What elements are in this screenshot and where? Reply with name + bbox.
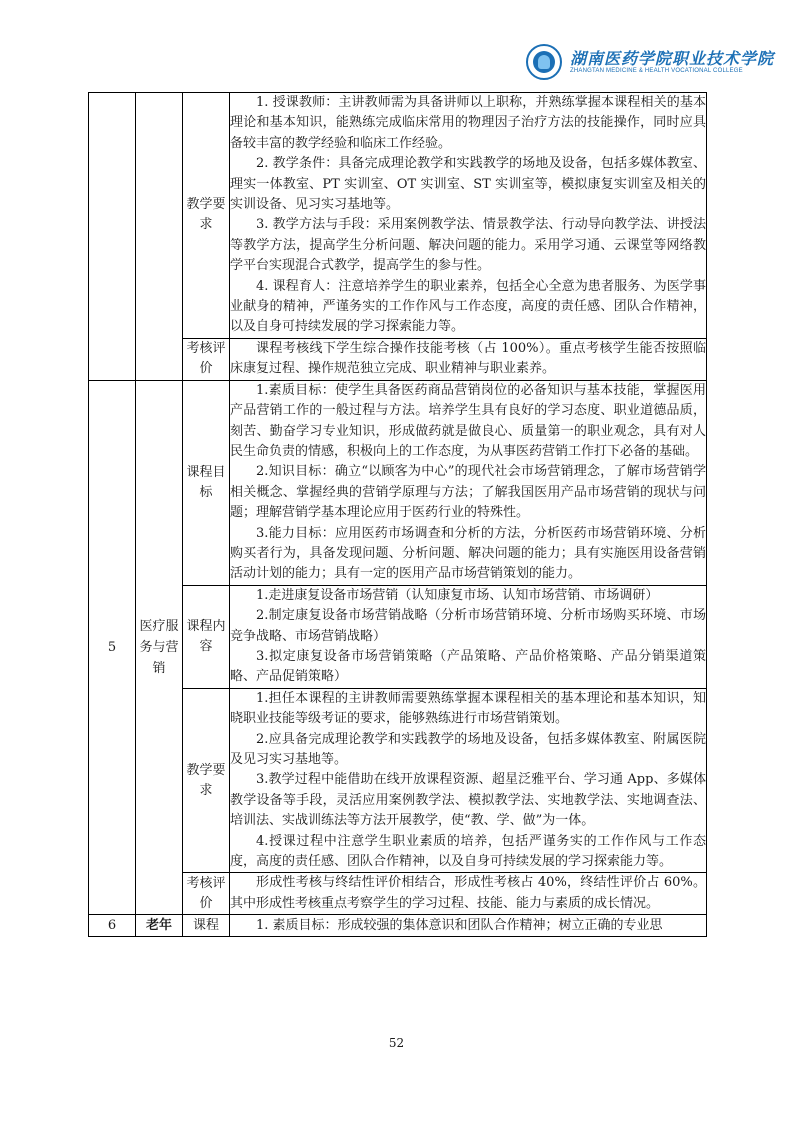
content-paragraph: 1.担任本课程的主讲教师需要熟练掌握本课程相关的基本理论和基本知识，知晓职业技能等级考证的要求，能够熟练进行市场营销策划。 — [230, 690, 706, 727]
course-number — [89, 93, 136, 381]
content-paragraph: 2.应具备完成理论教学和实践教学的场地及设备，包括多媒体教室、附属医院及见习实习基地等。 — [230, 731, 706, 767]
course-name: 医疗服务与营销 — [136, 380, 183, 915]
item-label: 课程内容 — [183, 585, 230, 688]
course-number: 5 — [89, 380, 136, 915]
item-content — [230, 688, 707, 873]
table-row — [89, 380, 707, 585]
curriculum-table — [88, 92, 707, 937]
item-content — [230, 380, 707, 585]
table-row — [89, 915, 707, 937]
school-emblem-icon — [526, 44, 562, 80]
content-paragraph: 1.走进康复设备市场营销（认知康复市场、认知市场营销、市场调研） — [256, 587, 659, 603]
item-content — [230, 338, 707, 380]
content-paragraph: 3.能力目标：应用医药市场调查和分析的方法，分析医药市场营销环境、分析购买者行为，具备发现问题、分析问题、解决问题的能力；具有实施医用设备营销活动计划的能力；具有一定的医用产品市场营销策划的能力。 — [230, 525, 706, 582]
item-content — [230, 915, 707, 937]
content-paragraph: 1. 授课教师：主讲教师需为具备讲师以上职称，并熟练掌握本课程相关的基本理论和基本知识，能熟练完成临床常用的物理因子治疗方法的技能操作，同时应具备较丰富的教学经验和临床工作经验。 — [230, 95, 706, 151]
curriculum-table-body — [89, 93, 707, 937]
item-label: 考核评价 — [183, 873, 230, 915]
content-paragraph: 形成性考核与终结性评价相结合，形成性考核占 40%，终结性评价占 60%。其中形成性考核重点考察学生的学习过程、技能、能力与素质的成长情况。 — [230, 875, 706, 911]
content-paragraph: 1. 素质目标：形成较强的集体意识和团队合作精神；树立正确的专业思 — [256, 917, 663, 933]
content-paragraph: 3.拟定康复设备市场营销策略（产品策略、产品价格策略、产品分销渠道策略、产品促销策略） — [230, 648, 706, 685]
course-name — [136, 93, 183, 381]
school-name-cn: 湖南医药学院职业技术学院 — [570, 49, 775, 68]
school-logo — [526, 44, 775, 84]
content-paragraph: 1.素质目标：使学生具备医药商品营销岗位的必备知识与基本技能，掌握医用产品营销工作的一般过程与方法。培养学生具有良好的学习态度、职业道德品质，刻苦、勤奋学习专业知识，形成做药就是做良心、质量第一的职业观念，具有对人民生命负责的情感，积极向上的工作态度，为从事医药营销工作打下必备的基础。 — [230, 382, 706, 459]
content-paragraph: 课程考核线下学生综合操作技能考核（占 100%）。重点考核学生能否按照临床康复过程、操作规范独立完成、职业精神与职业素养。 — [230, 340, 706, 377]
content-paragraph: 2. 教学条件：具备完成理论教学和实践教学的场地及设备，包括多媒体教室、理实一体教室、PT 实训室、OT 实训室、ST 实训室等，模拟康复实训室及相关的实训设备、见习实习基地等。 — [230, 156, 706, 213]
course-number: 6 — [89, 915, 136, 937]
content-paragraph: 2.知识目标：确立“以顾客为中心”的现代社会市场营销理念，了解市场营销学相关概念、掌握经典的营销学原理与方法；了解我国医用产品市场营销的现状与问题；理解营销学基本理论应用于医药行业的特殊性。 — [230, 464, 706, 521]
item-label: 考核评价 — [183, 338, 230, 380]
table-row — [89, 93, 707, 339]
item-label: 教学要求 — [183, 688, 230, 873]
item-label: 教学要求 — [183, 93, 230, 339]
item-content — [230, 93, 707, 339]
school-name-en: ZHANGTAN MEDICINE & HEALTH VOCATIONAL COLLEGE — [570, 68, 743, 74]
item-label: 课程目标 — [183, 380, 230, 585]
page-number: 52 — [388, 1036, 405, 1050]
content-paragraph: 3. 教学方法与手段：采用案例教学法、情景教学法、行动导向教学法、讲授法等教学方法，提高学生分析问题、解决问题的能力。采用学习通、云课堂等网络教学平台实现混合式教学，提高学生的参与性。 — [230, 217, 706, 274]
content-paragraph: 4.授课过程中注意学生职业素质的培养，包括严谨务实的工作作风与工作态度，高度的责任感、团队合作精神，以及自身可持续发展的学习探索能力等。 — [230, 833, 706, 870]
item-content — [230, 873, 707, 915]
content-paragraph: 2.制定康复设备市场营销战略（分析市场营销环境、分析市场购买环境、市场竞争战略、市场营销战略） — [230, 608, 706, 644]
content-paragraph: 4. 课程育人：注意培养学生的职业素养，包括全心全意为患者服务、为医学事业献身的精神，严谨务实的工作作风与工作态度，高度的责任感、团队合作精神，以及自身可持续发展的学习探索能力等。 — [230, 278, 706, 335]
content-paragraph: 3.教学过程中能借助在线开放课程资源、超星泛雅平台、学习通 App、多媒体教学设备等手段，灵活应用案例教学法、模拟教学法、实地教学法、实地调查法、培训法、实战训练法等方法开展教学，使“教、学、做”为一体。 — [230, 772, 706, 829]
item-label: 课程 — [183, 915, 230, 937]
course-name: 老年 — [136, 915, 183, 937]
item-content — [230, 585, 707, 688]
